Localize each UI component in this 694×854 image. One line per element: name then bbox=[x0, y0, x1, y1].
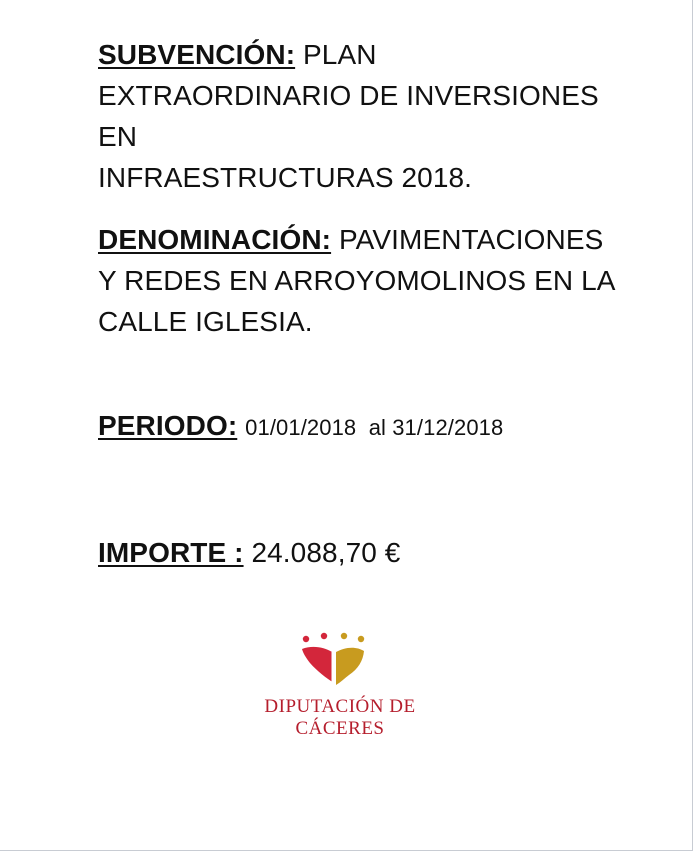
periodo-label: PERIODO: bbox=[98, 410, 238, 441]
subvencion-line-1 bbox=[98, 34, 618, 75]
diputacion-caceres-text: DIPUTACIÓN DE CÁCERES bbox=[264, 696, 416, 739]
subvencion-value-line-3: INFRAESTRUCTURAS 2018. bbox=[98, 162, 473, 193]
denominacion-value-line-1: PAVIMENTACIONES bbox=[338, 224, 604, 255]
denominacion-label: DENOMINACIÓN: bbox=[98, 224, 332, 255]
denominacion-line-1 bbox=[98, 219, 618, 260]
importe-section bbox=[98, 532, 618, 573]
subvencion-value-line-1: PLAN bbox=[303, 39, 377, 70]
diputacion-caceres-emblem-icon bbox=[300, 632, 370, 692]
subvencion-label: SUBVENCIÓN: bbox=[98, 39, 296, 70]
importe-value: 24.088,70 € bbox=[251, 537, 401, 568]
denominacion-section bbox=[98, 219, 618, 342]
diputacion-logo bbox=[220, 632, 460, 739]
denominacion-value-line-2: Y REDES EN ARROYOMOLINOS EN LA bbox=[98, 265, 616, 296]
subvencion-section bbox=[98, 34, 618, 198]
subvencion-value-line-2: EXTRAORDINARIO DE INVERSIONES EN bbox=[98, 80, 599, 152]
importe-label: IMPORTE : bbox=[98, 537, 244, 568]
periodo-value: 01/01/2018 al 31/12/2018 bbox=[245, 415, 504, 440]
periodo-section bbox=[98, 405, 618, 448]
denominacion-value-line-3: CALLE IGLESIA. bbox=[98, 306, 313, 337]
